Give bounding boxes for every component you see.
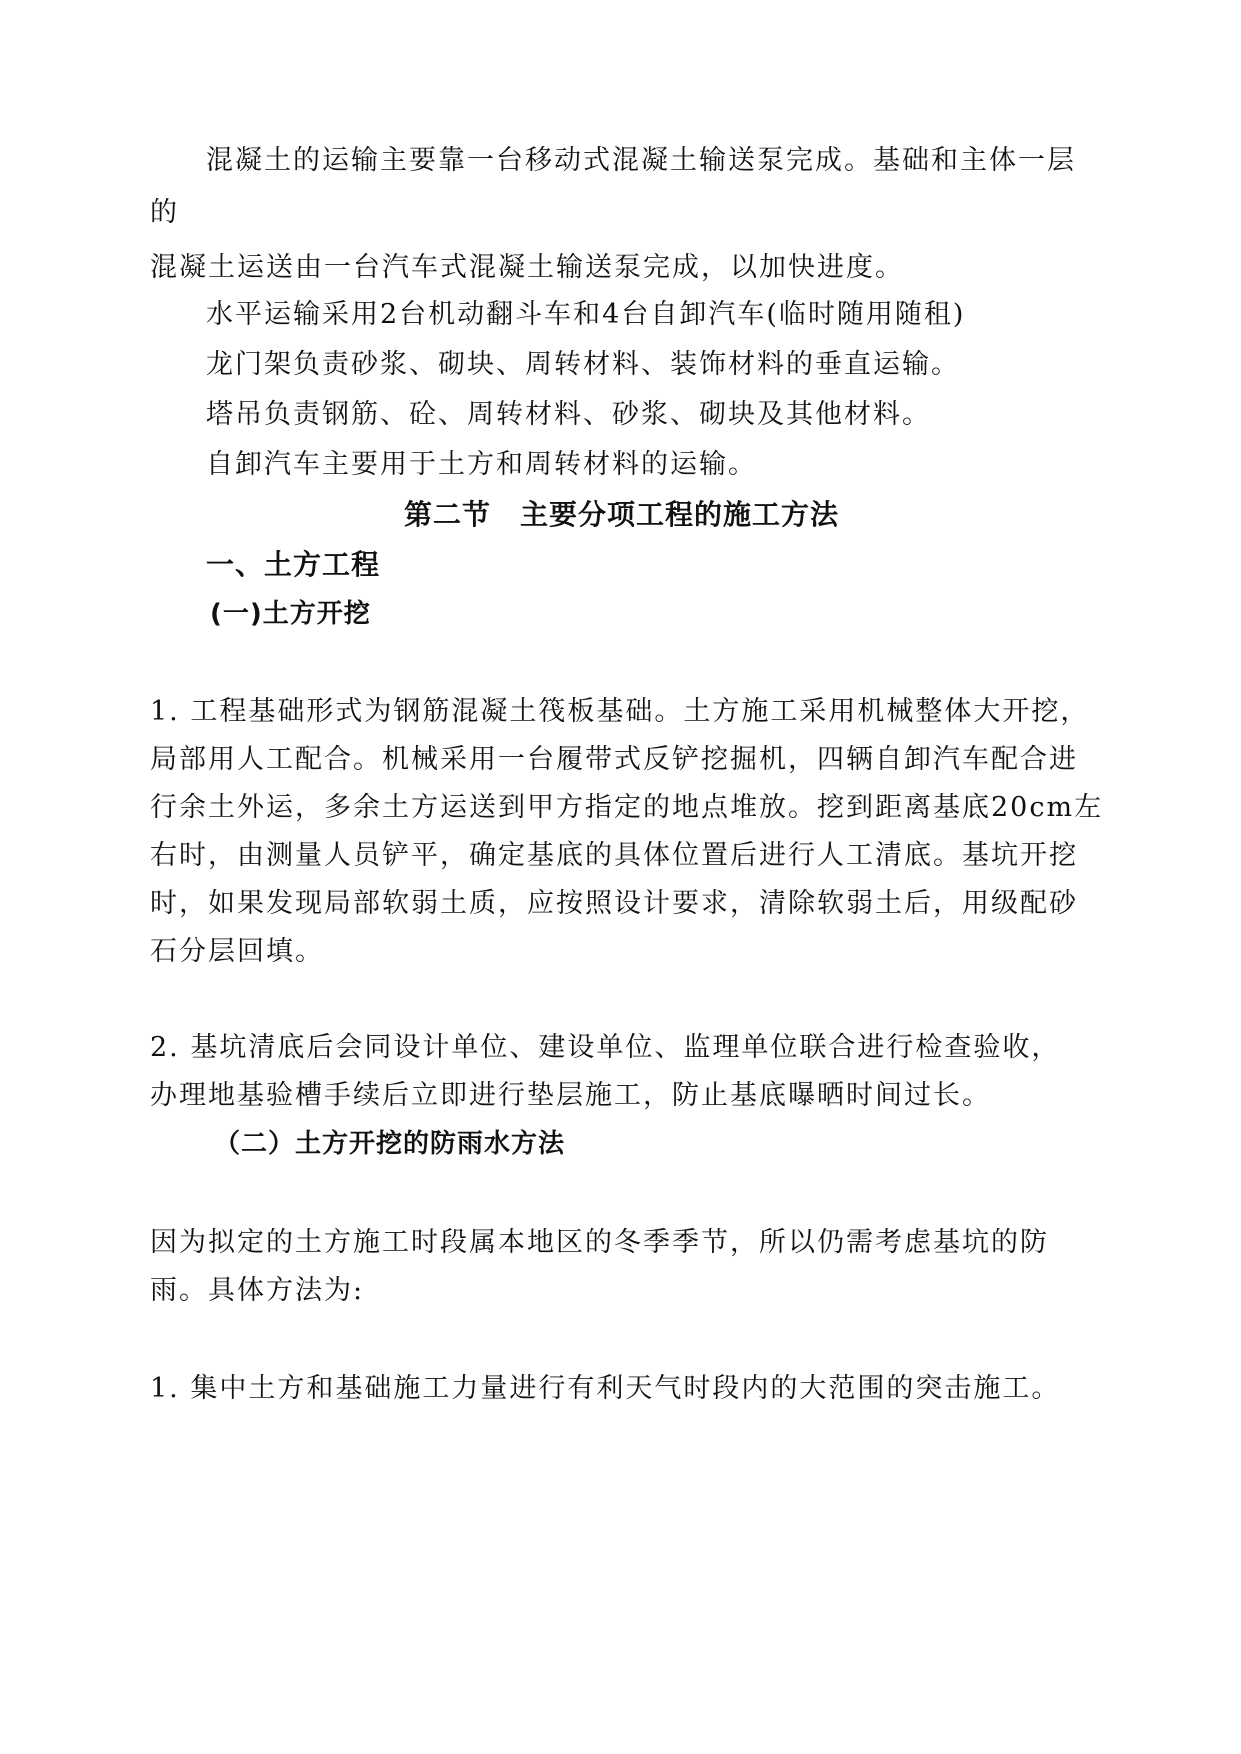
section-title: 第二节 主要分项工程的施工方法 [404, 498, 840, 531]
paragraph-line: 1. 集中土方和基础施工力量进行有利天气时段内的大范围的突击施工。 [150, 1373, 1061, 1404]
paragraph-line: 右时，由测量人员铲平，确定基底的具体位置后进行人工清底。基坑开挖 [150, 840, 1078, 871]
paragraph-line: 因为拟定的土方施工时段属本地区的冬季季节，所以仍需考虑基坑的防 [150, 1227, 1049, 1258]
paragraph-line: 1. 工程基础形式为钢筋混凝土筏板基础。土方施工采用机械整体大开挖， [150, 696, 1090, 727]
paragraph-line: 雨。具体方法为: [150, 1275, 365, 1306]
paragraph-line: 混凝土运送由一台汽车式混凝土输送泵完成，以加快进度。 [150, 252, 904, 283]
paragraph-line: 时，如果发现局部软弱土质，应按照设计要求，清除软弱土后，用级配砂 [150, 888, 1078, 919]
paragraph-line: 石分层回填。 [150, 936, 324, 967]
paragraph-line: 局部用人工配合。机械采用一台履带式反铲挖掘机，四辆自卸汽车配合进 [150, 744, 1078, 775]
heading-level-2: （二）土方开挖的防雨水方法 [214, 1129, 566, 1159]
paragraph-line: 自卸汽车主要用于土方和周转材料的运输。 [206, 449, 757, 480]
heading-level-1: 一、土方工程 [206, 548, 381, 581]
paragraph-line: 混凝土的运输主要靠一台移动式混凝土输送泵完成。基础和主体一层 [206, 145, 1076, 176]
heading-level-2: (一)土方开挖 [210, 599, 371, 629]
paragraph-line: 行余土外运，多余土方运送到甲方指定的地点堆放。挖到距离基底20cm左 [150, 792, 1104, 823]
paragraph-line: 水平运输采用2台机动翻斗车和4台自卸汽车(临时随用随租) [206, 299, 966, 330]
paragraph-line: 办理地基验槽手续后立即进行垫层施工，防止基底曝晒时间过长。 [150, 1080, 991, 1111]
paragraph-line: 塔吊负责钢筋、砼、周转材料、砂浆、砌块及其他材料。 [206, 399, 931, 430]
paragraph-line: 2. 基坑清底后会同设计单位、建设单位、监理单位联合进行检查验收， [150, 1032, 1061, 1063]
paragraph-line: 龙门架负责砂浆、砌块、周转材料、装饰材料的垂直运输。 [206, 349, 960, 380]
paragraph-line: 的 [150, 197, 179, 228]
